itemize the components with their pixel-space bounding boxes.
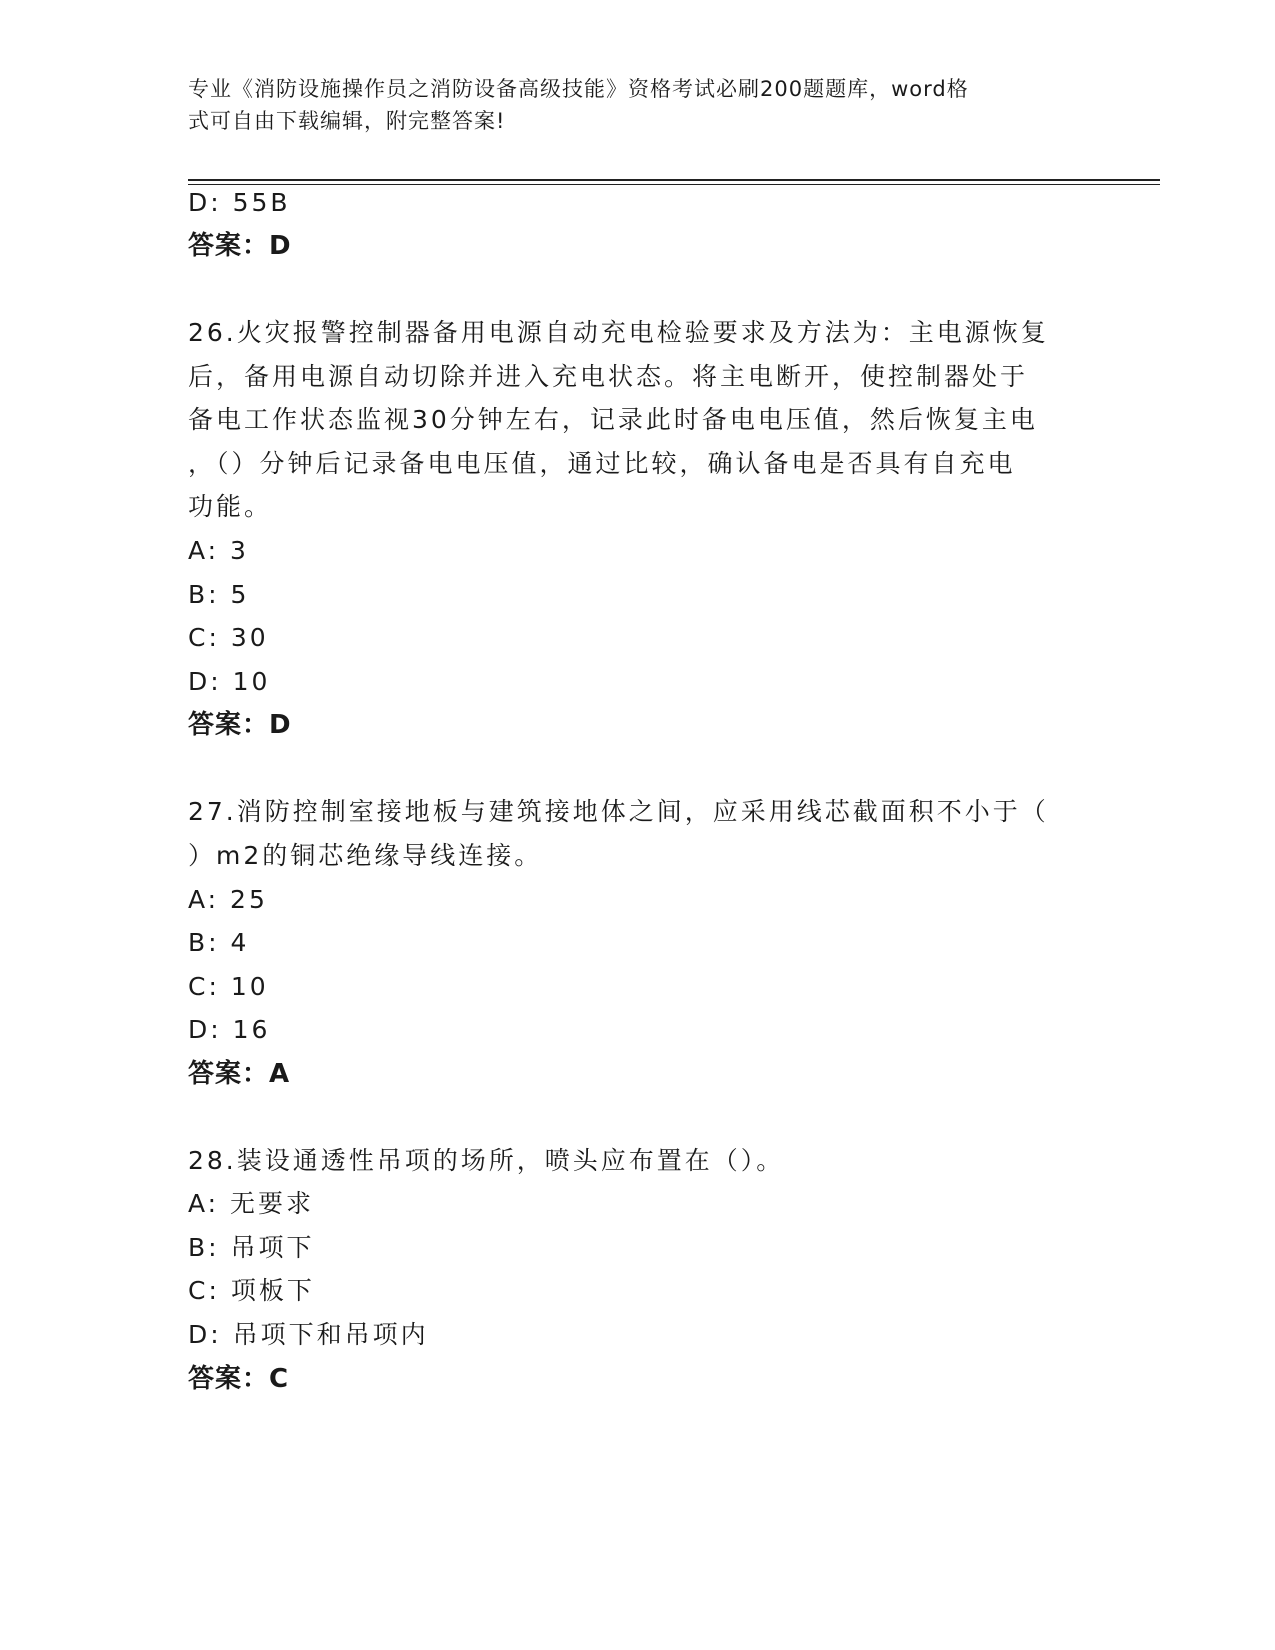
q27-option-d: D: 16 xyxy=(188,1015,271,1044)
q27-text-line: 27.消防控制室接地板与建筑接地体之间，应采用线芯截面积不小于（ xyxy=(188,797,1049,826)
q28-option-b: B: 吊项下 xyxy=(188,1233,315,1262)
q28-text-line: 28.装设通透性吊项的场所，喷头应布置在（）。 xyxy=(188,1146,785,1175)
header-rule-thin xyxy=(188,184,1160,185)
q27-option-c: C: 10 xyxy=(188,972,269,1001)
q26-option-c: C: 30 xyxy=(188,623,269,652)
q27-option-a: A: 25 xyxy=(188,885,268,914)
q26-answer: 答案：D xyxy=(188,710,292,740)
q28-option-d: D: 吊项下和吊项内 xyxy=(188,1320,429,1349)
q27-option-b: B: 4 xyxy=(188,928,250,957)
q27-text-line: ）m2的铜芯绝缘导线连接。 xyxy=(188,841,543,870)
q28-option-c: C: 项板下 xyxy=(188,1276,315,1305)
q26-option-d: D: 10 xyxy=(188,667,271,696)
q27-answer: 答案：A xyxy=(188,1059,291,1089)
q28-option-a: A: 无要求 xyxy=(188,1189,315,1218)
header-rule-thick xyxy=(188,179,1160,181)
q26-text-line: 26.火灾报警控制器备用电源自动充电检验要求及方法为：主电源恢复 xyxy=(188,318,1049,347)
header-title-line-1: 专业《消防设施操作员之消防设备高级技能》资格考试必刷200题题库，word格 xyxy=(188,77,969,101)
q26-text-line: ，（）分钟后记录备电电压值，通过比较，确认备电是否具有自充电 xyxy=(188,449,1016,478)
q28-answer: 答案：C xyxy=(188,1364,290,1394)
q25-answer: 答案：D xyxy=(188,231,292,261)
q26-text-line: 功能。 xyxy=(188,492,273,521)
q26-text-line: 备电工作状态监视30分钟左右，记录此时备电电压值，然后恢复主电 xyxy=(188,405,1038,434)
q25-option-d: D: 55B xyxy=(188,188,291,217)
document-header xyxy=(188,73,1068,137)
q26-option-b: B: 5 xyxy=(188,580,250,609)
header-title-line-2: 式可自由下载编辑，附完整答案! xyxy=(188,109,506,133)
q26-text-line: 后，备用电源自动切除并进入充电状态。将主电断开，使控制器处于 xyxy=(188,362,1029,391)
q26-option-a: A: 3 xyxy=(188,536,249,565)
